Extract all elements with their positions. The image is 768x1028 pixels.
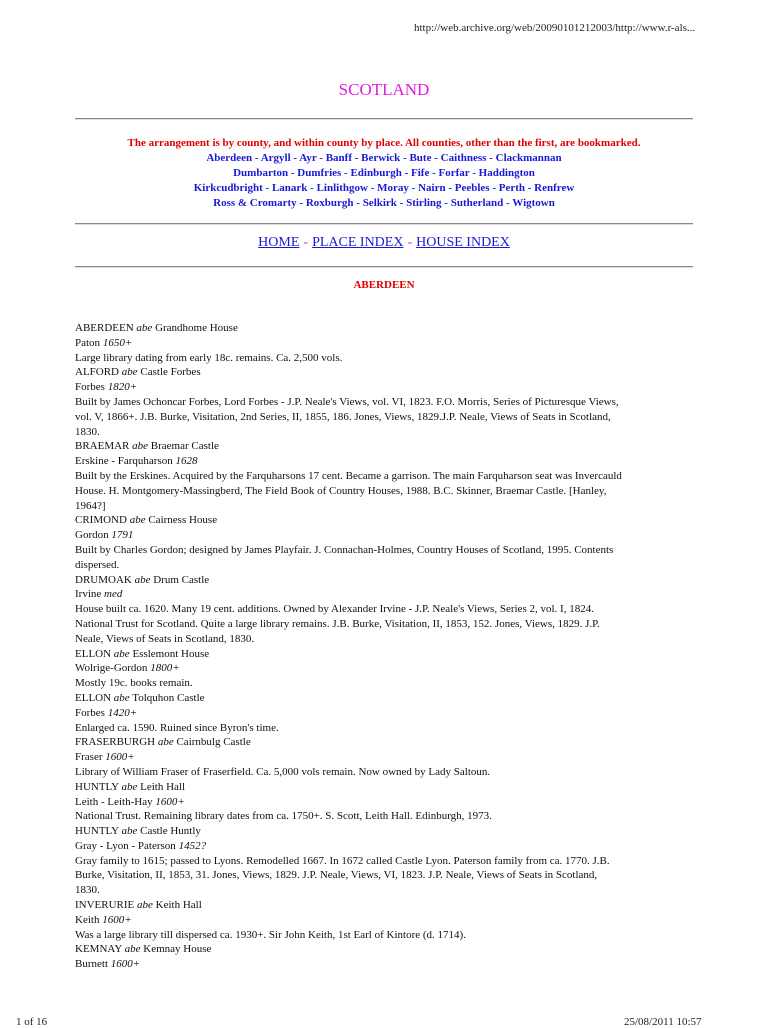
page-title: SCOTLAND <box>338 80 430 99</box>
entry-place: FRASERBURGH <box>75 736 156 749</box>
county-link-dumfries[interactable]: Dumfries <box>297 167 342 179</box>
county-link-perth[interactable]: Perth <box>498 182 525 194</box>
county-link-ayr[interactable]: Ayr <box>299 152 317 164</box>
entry-date: 1420+ <box>107 706 138 719</box>
entry-county: abe <box>113 691 130 704</box>
entry-place-line <box>75 513 695 528</box>
entry-note: Large library dating from early 18c. remains. Ca. 2,500 vols. <box>75 351 343 364</box>
entry-date: 1600+ <box>155 795 185 808</box>
nav-divider <box>75 266 693 268</box>
entry-place: DRUMOAK <box>75 573 132 586</box>
entry-place-line <box>75 824 695 839</box>
entry-family: Leith - Leith-Hay <box>75 795 153 808</box>
print-url: http://web.archive.org/web/20090101212003/http://www.r-als... <box>414 22 696 34</box>
entry-note: 1830. <box>75 425 100 438</box>
entry-date: med <box>104 588 123 601</box>
entry-county: abe <box>121 780 138 793</box>
county-link-aberdeen[interactable]: Aberdeen <box>206 152 253 164</box>
home-link[interactable]: HOME <box>258 235 300 250</box>
entry-county: abe <box>157 736 174 749</box>
county-line: Aberdeen - Argyll - Ayr - Banff - Berwick - Bute - Caithness - Clackmannan <box>206 152 562 164</box>
entry-note: National Trust. Remaining library dates from ca. 1750+. S. Scott, Leith Hall. Edinburgh, 1973. <box>75 810 492 823</box>
entry-family: Paton <box>75 336 101 349</box>
intro-block <box>0 136 768 211</box>
entry-place-line <box>75 735 695 750</box>
county-link-bute[interactable]: Bute <box>409 152 432 164</box>
entry-family: Keith <box>75 913 100 926</box>
entry-note: dispersed. <box>75 558 120 571</box>
county-line: Ross & Cromarty - Roxburgh - Selkirk - Stirling - Sutherland - Wigtown <box>213 197 555 209</box>
county-link-nairn[interactable]: Nairn <box>418 182 446 194</box>
place-index-link[interactable]: PLACE INDEX <box>312 235 404 250</box>
entry-family-line <box>75 587 695 602</box>
county-link-peebles[interactable]: Peebles <box>454 182 490 194</box>
entry-place-line <box>75 573 695 588</box>
entry-note: National Trust for Scotland. Quite a large library remains. J.B. Burke, Visitation, II, 1853, 152. Jones, Views, 1829. J.P. <box>75 617 600 630</box>
county-link-banff[interactable]: Banff <box>325 152 352 164</box>
entry-date: 1600+ <box>105 751 135 764</box>
entry-county: abe <box>113 647 130 660</box>
county-link-forfar[interactable]: Forfar <box>438 167 470 179</box>
entry-place: HUNTLY <box>75 780 119 793</box>
entry-family: Gordon <box>75 529 109 542</box>
entry-date: 1452? <box>178 839 207 852</box>
county-link-selkirk[interactable]: Selkirk <box>362 197 397 209</box>
county-bookmarks <box>0 151 768 211</box>
entry-house: Keith Hall <box>155 899 202 912</box>
county-link-renfrew[interactable]: Renfrew <box>534 182 575 194</box>
entry-family: Gray - Lyon - Paterson <box>75 839 176 852</box>
entry-place-line <box>75 898 695 913</box>
entry-note: Neale, Views of Seats in Scotland, 1830. <box>75 632 255 645</box>
entry-county: abe <box>137 899 153 912</box>
entry-note: Built by the Erskines. Acquired by the Farquharsons 17 cent. Became a garrison. The main Farquharson seat was Invercauld <box>75 469 622 482</box>
entry-family-line <box>75 528 695 543</box>
entry-place: ELLON <box>75 647 112 660</box>
entry-date: 1820+ <box>107 381 138 394</box>
entry-house: Grandhome House <box>155 322 238 334</box>
entry-note: Built by Charles Gordon; designed by James Playfair. J. Connachan-Holmes, Country Houses of Scotland, 1995. Contents <box>75 543 614 556</box>
nav-separator: - <box>407 235 413 250</box>
county-link-lanark[interactable]: Lanark <box>271 182 308 194</box>
entry-date: 1600+ <box>102 913 132 926</box>
entry-house: Castle Forbes <box>140 366 201 379</box>
entry-family-line <box>75 795 695 810</box>
county-link-fife[interactable]: Fife <box>411 167 430 179</box>
entry-note: House. H. Montgomery-Massingberd, The Field Book of Country Houses, 1988. B.C. Skinner, Braemar Castle. [Hanley, <box>75 484 607 497</box>
entry-place-line <box>75 365 695 380</box>
entry-family-line <box>75 750 695 765</box>
entry-date: 1791 <box>111 529 134 542</box>
county-link-edinburgh[interactable]: Edinburgh <box>350 167 402 179</box>
county-link-dumbarton[interactable]: Dumbarton <box>233 167 289 179</box>
entry-place-line <box>75 439 695 454</box>
entry-place: ALFORD <box>75 366 120 379</box>
county-link-stirling[interactable]: Stirling <box>406 197 442 209</box>
entry-place-line <box>75 647 695 662</box>
section-heading-aberdeen: ABERDEEN <box>353 279 415 291</box>
county-link-clackmannan[interactable]: Clackmannan <box>495 152 562 164</box>
print-timestamp: 25/08/2011 10:57 <box>624 1016 702 1028</box>
entry-family-line <box>75 380 695 395</box>
county-link-caithness[interactable]: Caithness <box>440 152 487 164</box>
entry-family: Erskine - Farquharson <box>75 455 173 468</box>
entry-place: KEMNAY <box>75 943 122 956</box>
entry-place: INVERURIE <box>75 899 135 912</box>
entry-note: Gray family to 1615; passed to Lyons. Remodelled 1667. In 1672 called Castle Lyon. Paterson family from ca. 1770. J.B. <box>75 854 610 867</box>
entry-date: 1650+ <box>102 336 133 349</box>
entry-family-line <box>75 706 695 721</box>
house-entries <box>75 321 695 972</box>
entry-house: Drum Castle <box>153 573 210 586</box>
entry-house: Esslemont House <box>132 647 210 660</box>
entry-note: Library of William Fraser of Fraserfield. Ca. 5,000 vols remain. Now owned by Lady Saltoun. <box>75 765 491 778</box>
entry-county: abe <box>136 322 153 334</box>
entry-place-line <box>75 691 695 706</box>
entry-family-line <box>75 336 695 351</box>
entry-county: abe <box>129 514 146 527</box>
county-link-ross-cromarty[interactable]: Ross & Cromarty <box>213 197 297 209</box>
entry-house: Cairness House <box>148 514 218 527</box>
entry-county: abe <box>124 943 141 956</box>
top-divider <box>75 118 693 120</box>
entry-family-line <box>75 454 695 469</box>
entry-note: Was a large library till dispersed ca. 1930+. Sir John Keith, 1st Earl of Kintore (d. 1714). <box>75 928 466 941</box>
entry-family-line <box>75 957 695 972</box>
entry-date: 1800+ <box>150 662 180 675</box>
entry-date: 1628 <box>175 455 198 468</box>
county-link-argyll[interactable]: Argyll <box>260 152 291 164</box>
entry-house: Kemnay House <box>143 943 212 956</box>
county-link-sutherland[interactable]: Sutherland <box>450 197 504 209</box>
entry-house: Leith Hall <box>140 780 186 793</box>
county-line: Kirkcudbright - Lanark - Linlithgow - Moray - Nairn - Peebles - Perth - Renfrew <box>193 182 575 194</box>
county-link-roxburgh[interactable]: Roxburgh <box>305 197 354 209</box>
nav-links <box>0 235 768 251</box>
county-link-linlithgow[interactable]: Linlithgow <box>316 182 368 194</box>
entry-date: 1600+ <box>110 958 141 971</box>
entry-house: Castle Huntly <box>140 825 201 838</box>
county-link-wigtown[interactable]: Wigtown <box>512 197 555 209</box>
county-link-kirkcudbright[interactable]: Kirkcudbright <box>193 182 263 194</box>
entry-note: House built ca. 1620. Many 19 cent. additions. Owned by Alexander Irvine - J.P. Neale's Views, Series 2, vol. I, 1824. <box>75 603 594 616</box>
entry-house: Cairnbulg Castle <box>176 736 251 749</box>
entry-house: Braemar Castle <box>150 440 219 453</box>
entry-place: HUNTLY <box>75 825 119 838</box>
entry-note: Burke, Visitation, II, 1853, 31. Jones, Views, 1829. J.P. Neale, Views, VI, 1823. J.P. Neale, Views of Seats in Scotland, <box>75 869 598 882</box>
arrangement-note: The arrangement is by county, and within county by place. All counties, other than the first, are bookmarked. <box>127 137 641 149</box>
county-link-haddington[interactable]: Haddington <box>478 167 535 179</box>
county-line: Dumbarton - Dumfries - Edinburgh - Fife - Forfar - Haddington <box>233 167 535 179</box>
entry-note: vol. V, 1866+. J.B. Burke, Visitation, 2nd Series, II, 1855, 186. Jones, Views, 1829.J.P. Neale, Views of Seats in Scotland, <box>75 410 611 423</box>
entry-place: ELLON <box>75 691 112 704</box>
entry-place: BRAEMAR <box>75 440 130 453</box>
mid-divider <box>75 223 693 225</box>
entry-county: abe <box>121 366 138 379</box>
county-link-berwick[interactable]: Berwick <box>361 152 401 164</box>
entry-county: abe <box>121 825 138 838</box>
entry-family: Fraser <box>75 751 103 764</box>
entry-family: Wolrige-Gordon <box>75 662 148 675</box>
entry-county: abe <box>134 573 151 586</box>
entry-note: Mostly 19c. books remain. <box>75 677 193 690</box>
entry-family-line <box>75 839 695 854</box>
entry-family: Irvine <box>75 588 102 601</box>
entry-place: CRIMOND <box>75 514 127 527</box>
house-index-link[interactable]: HOUSE INDEX <box>416 235 510 250</box>
entry-family: Burnett <box>75 958 108 971</box>
entry-place: ABERDEEN <box>75 322 134 334</box>
entry-family: Forbes <box>75 381 105 394</box>
entry-family-line <box>75 913 695 928</box>
entry-county: abe <box>132 440 149 453</box>
entry-note: 1830. <box>75 884 100 897</box>
page-counter: 1 of 16 <box>16 1016 48 1028</box>
entry-note: Built by James Ochoncar Forbes, Lord Forbes - J.P. Neale's Views, vol. VI, 1823. F.O. Morris, Series of Picturesque Views, <box>75 395 619 408</box>
entry-family-line <box>75 661 695 676</box>
entry-place-line <box>75 942 695 957</box>
entry-place-line <box>75 321 695 336</box>
entry-place-line <box>75 780 695 795</box>
county-link-moray[interactable]: Moray <box>377 182 409 194</box>
entry-note: 1964?] <box>75 499 106 512</box>
entry-family: Forbes <box>75 706 105 719</box>
entry-note: Enlarged ca. 1590. Ruined since Byron's time. <box>75 721 279 734</box>
nav-separator: - <box>303 235 309 250</box>
entry-house: Tolquhon Castle <box>132 691 205 704</box>
